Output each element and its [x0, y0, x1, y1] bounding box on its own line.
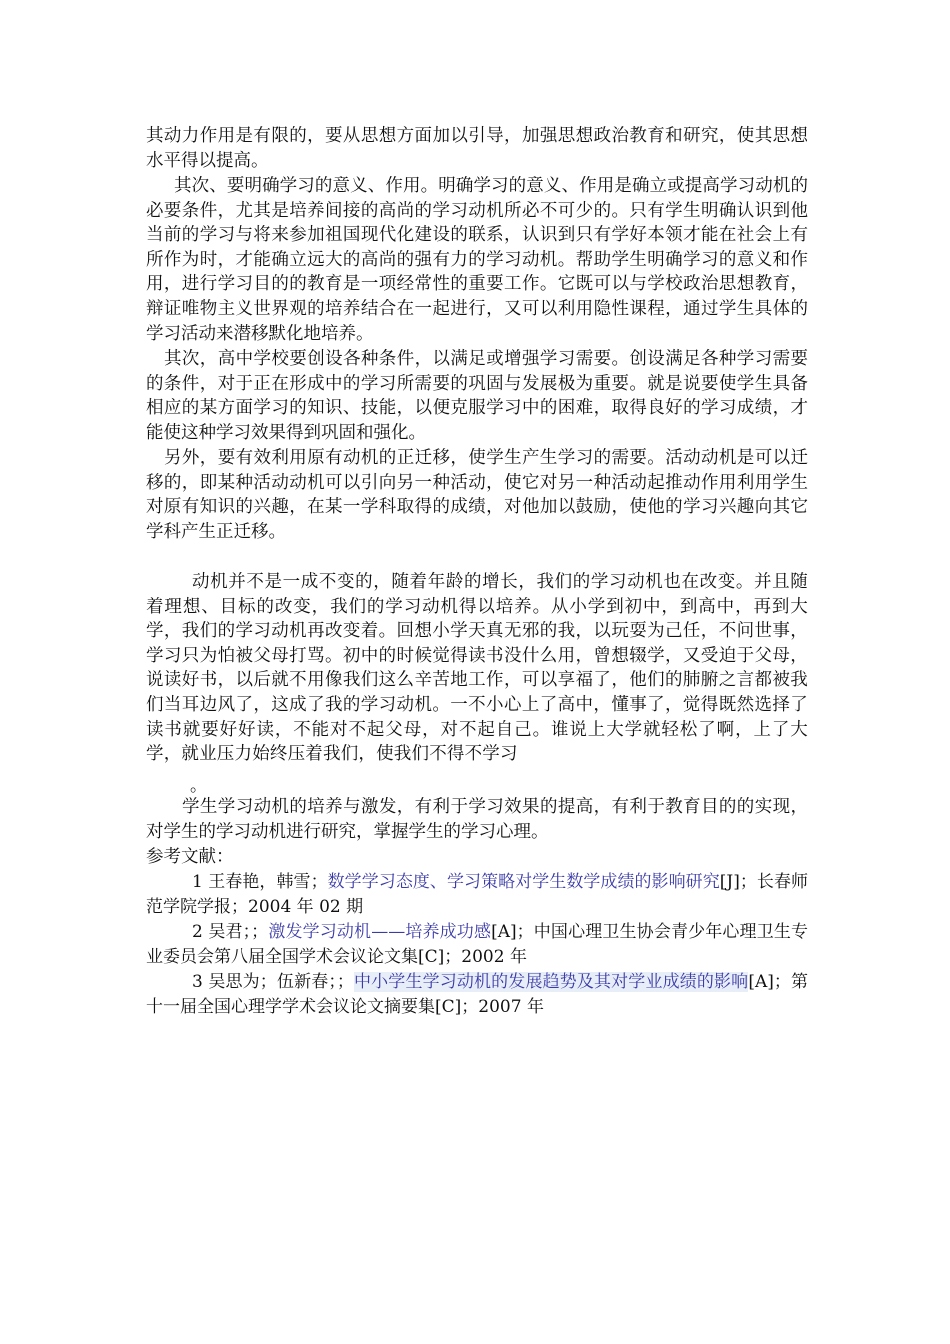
reference-source: [A]；第十一届全国心理学学术会议论文摘要集[C]；2007 年 [146, 972, 808, 1017]
paragraph-conclusion: 学生学习动机的培养与激发，有利于学习效果的提高，有利于教育目的的实现，对学生的学习动机进行研究，掌握学生的学习心理。 [146, 797, 808, 842]
paragraph-meaning-of-learning: 其次、要明确学习的意义、作用。明确学习的意义、作用是确立或提高学习动机的必要条件，尤其是培养间接的高尚的学习动机所必不可少的。只有学生明确认识到他当前的学习与将来参加祖国现代化建设的联系，认识到只有学好本领才能在社会上有所作为时，才能确立远大的高尚的强有力的学习动机。帮助学生明确学习的意义和作用，进行学习目的的教育是一项经常性的重要工作。它既可以与学校政治思想教育，辩证唯物主义世界观的培养结合在一起进行，又可以利用隐性课程，通过学生具体的学习活动来潜移默化地培养。 [146, 176, 808, 344]
reference-item [146, 870, 808, 920]
reference-authors: 1 王春艳，韩雪； [192, 872, 328, 892]
reference-authors: 2 吴君；； [192, 922, 269, 942]
reference-source: [J]；长春师范学院学报；2004 年 02 期 [146, 872, 808, 917]
reference-title-link[interactable]: 数学学习态度、学习策略对学生数学成绩的影响研究 [327, 872, 720, 892]
reference-item [146, 920, 808, 970]
paragraph-learning-conditions: 其次，高中学校要创设各种条件，以满足或增强学习需要。创设满足各种学习需要的条件，对于正在形成中的学习所需要的巩固与发展极为重要。就是说要使学生具备相应的某方面学习的知识、技能，以便克服学习中的困难，取得良好的学习成绩，才能使这种学习效果得到巩固和强化。 [146, 349, 808, 443]
paragraph-continued: 其动力作用是有限的，要从思想方面加以引导，加强思想政治教育和研究，使其思想水平得以提高。 [146, 126, 808, 171]
reference-title-link[interactable]: 中小学生学习动机的发展趋势及其对学业成绩的影响 [353, 972, 749, 992]
paragraph-personal-reflection: 动机并不是一成不变的，随着年龄的增长，我们的学习动机也在改变。并且随着理想、目标的改变，我们的学习动机得以培养。从小学到初中，到高中，再到大学，我们的学习动机再改变着。回想小学天真无邪的我，以玩耍为己任，不问世事，学习只为怕被父母打骂。初中的时候觉得读书没什么用，曾想辍学，又受迫于父母，说读好书，以后就不用像我们这么辛苦地工作，可以享福了，他们的肺腑之言都被我们当耳边风了，这成了我的学习动机。一不小心上了高中，懂事了，觉得既然选择了读书就要好好读，不能对不起父母，对不起自己。谁说上大学就轻松了啊，上了大学，就业压力始终压着我们，使我们不得不学习 [146, 572, 808, 765]
reference-item [146, 970, 808, 1020]
reference-authors: 3 吴思为；伍新春；； [192, 972, 354, 992]
reference-title-link[interactable]: 激发学习动机——培养成功感 [268, 922, 492, 942]
reference-source: [A]；中国心理卫生协会青少年心理卫生专业委员会第八届全国学术会议论文集[C]；2002 年 [146, 922, 808, 967]
paragraph-positive-transfer: 另外，要有效利用原有动机的正迁移，使学生产生学习的需要。活动动机是可以迁移的，即某种活动动机可以引向另一种活动，使它对另一种活动起推动作用利用学生对原有知识的兴趣，在某一学科取得的成绩，对他加以鼓励，使他的学习兴趣向其它学科产生正迁移。 [146, 448, 808, 542]
stray-period: 。 [190, 776, 207, 796]
references-heading: 参考文献： [146, 847, 234, 867]
